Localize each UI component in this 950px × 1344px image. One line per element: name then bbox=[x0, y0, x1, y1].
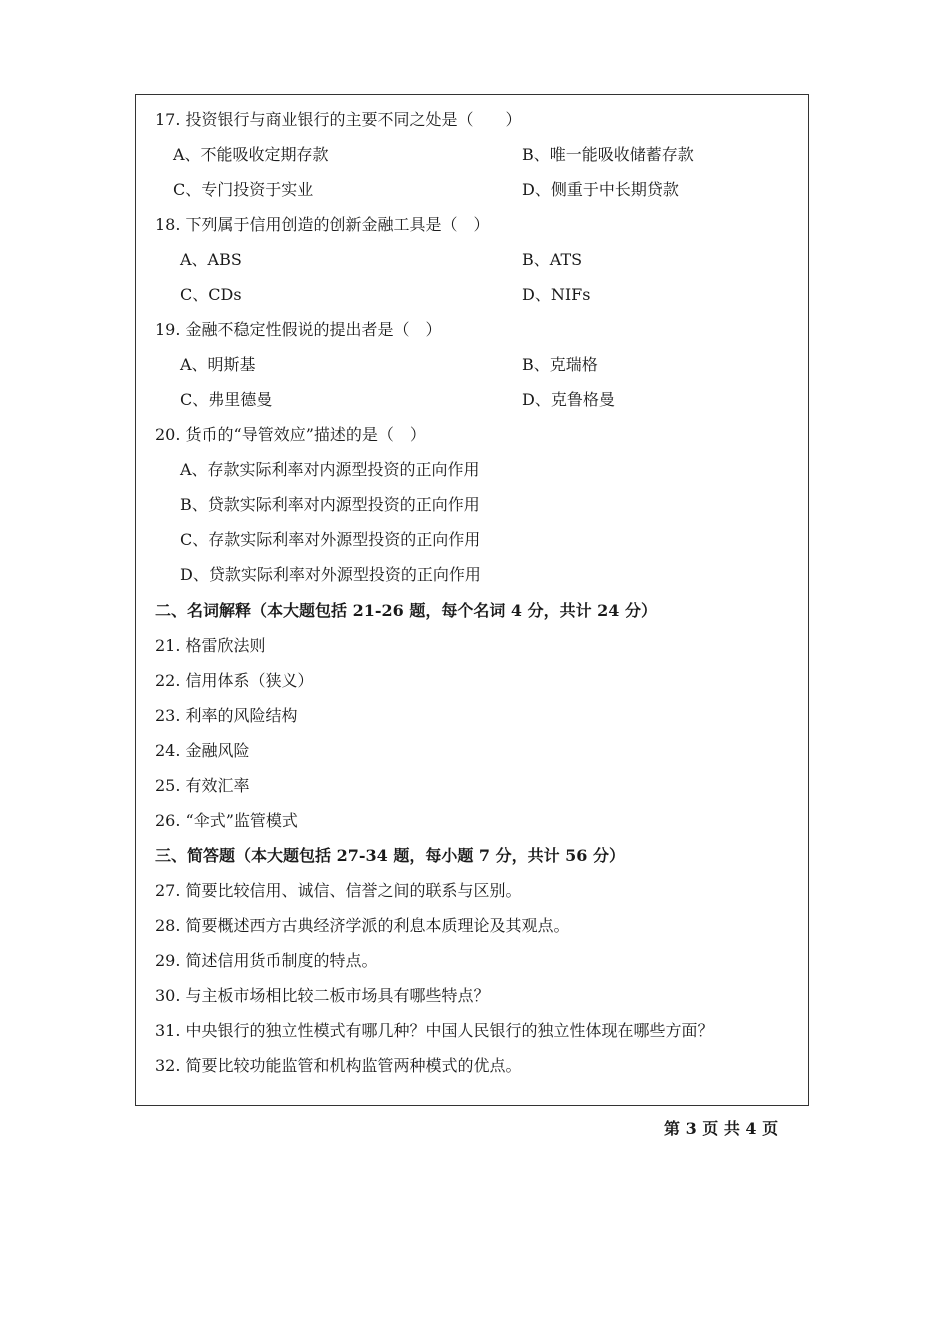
term-item: 24. 金融风险 bbox=[155, 741, 250, 760]
short-answer-item: 30. 与主板市场相比较二板市场具有哪些特点？ bbox=[155, 986, 490, 1005]
short-answer-item: 29. 简述信用货币制度的特点。 bbox=[155, 951, 378, 970]
question-17-option-d: D、侧重于中长期贷款 bbox=[522, 180, 679, 199]
short-answer-item: 28. 简要概述西方古典经济学派的利息本质理论及其观点。 bbox=[155, 916, 570, 935]
question-17-option-c: C、专门投资于实业 bbox=[173, 180, 314, 199]
page-number: 第 3 页 共 4 页 bbox=[664, 1119, 779, 1138]
question-19-option-b: B、克瑞格 bbox=[522, 355, 598, 374]
question-19-option-a: A、明斯基 bbox=[180, 355, 256, 374]
question-19-option-c: C、弗里德曼 bbox=[180, 390, 273, 409]
question-18-option-c: C、CDs bbox=[180, 285, 242, 304]
question-19-stem: 19. 金融不稳定性假说的提出者是（ ） bbox=[155, 320, 442, 339]
question-20-option-d: D、贷款实际利率对外源型投资的正向作用 bbox=[180, 565, 481, 584]
section-2-heading: 二、名词解释（本大题包括 21-26 题，每个名词 4 分，共计 24 分） bbox=[155, 601, 657, 620]
question-20-option-c: C、存款实际利率对外源型投资的正向作用 bbox=[180, 530, 481, 549]
short-answer-item: 31. 中央银行的独立性模式有哪几种？中国人民银行的独立性体现在哪些方面？ bbox=[155, 1021, 714, 1040]
short-answer-item: 27. 简要比较信用、诚信、信誉之间的联系与区别。 bbox=[155, 881, 522, 900]
short-answer-item: 32. 简要比较功能监管和机构监管两种模式的优点。 bbox=[155, 1056, 522, 1075]
term-item: 22. 信用体系（狭义） bbox=[155, 671, 314, 690]
question-18-stem: 18. 下列属于信用创造的创新金融工具是（ ） bbox=[155, 215, 490, 234]
section-3-heading: 三、简答题（本大题包括 27-34 题，每小题 7 分，共计 56 分） bbox=[155, 846, 625, 865]
question-17-option-b: B、唯一能吸收储蓄存款 bbox=[522, 145, 694, 164]
question-17-option-a: A、不能吸收定期存款 bbox=[173, 145, 329, 164]
question-18-option-d: D、NIFs bbox=[522, 285, 591, 304]
term-item: 23. 利率的风险结构 bbox=[155, 706, 298, 725]
question-17-stem: 17. 投资银行与商业银行的主要不同之处是（ ） bbox=[155, 110, 522, 129]
term-item: 26. “伞式”监管模式 bbox=[155, 811, 298, 830]
question-20-option-a: A、存款实际利率对内源型投资的正向作用 bbox=[180, 460, 480, 479]
question-20-stem: 20. 货币的“导管效应”描述的是（ ） bbox=[155, 425, 426, 444]
question-18-option-b: B、ATS bbox=[522, 250, 583, 269]
question-19-option-d: D、克鲁格曼 bbox=[522, 390, 615, 409]
term-item: 21. 格雷欣法则 bbox=[155, 636, 266, 655]
term-item: 25. 有效汇率 bbox=[155, 776, 250, 795]
question-20-option-b: B、贷款实际利率对内源型投资的正向作用 bbox=[180, 495, 480, 514]
question-18-option-a: A、ABS bbox=[180, 250, 242, 269]
